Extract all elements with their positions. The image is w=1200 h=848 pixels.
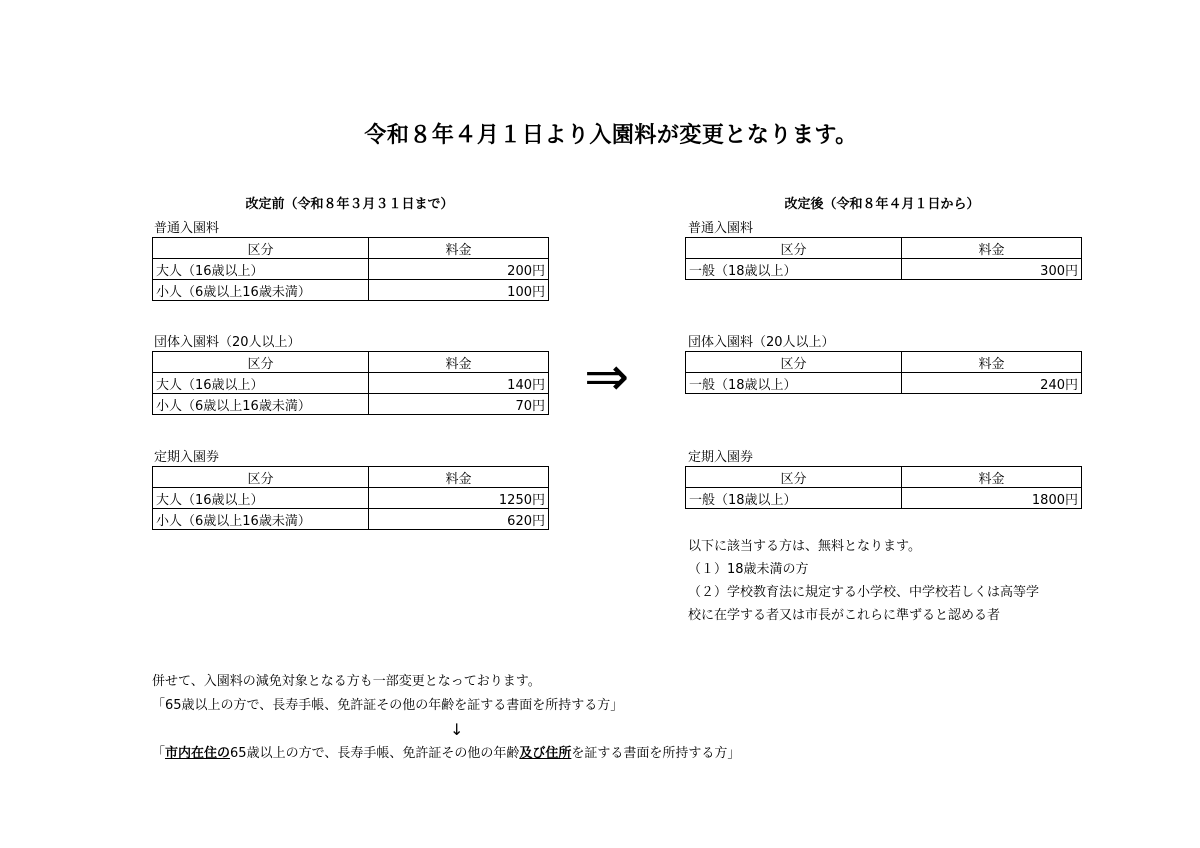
page-title: 令和８年４月１日より入園料が変更となります。	[364, 123, 858, 148]
after-group-fee-table	[685, 351, 1082, 394]
fee-header: 料金	[902, 238, 1082, 259]
exemption-new-condition	[152, 742, 1052, 766]
fee-cell: 70円	[369, 394, 549, 415]
table-row	[153, 280, 549, 301]
after-pass-fee-table	[685, 466, 1082, 509]
exemption-intro: 併せて、入園料の減免対象となる方も一部変更となっております。	[152, 674, 541, 689]
free-note-item-2-cont: 校に在学する者又は市長がこれらに準ずると認める者	[688, 608, 1001, 623]
fee-cell: 620円	[369, 509, 549, 530]
after-regular-label: 普通入園料	[688, 221, 754, 236]
exemption-section	[152, 670, 1052, 766]
category-header: 区分	[686, 238, 902, 259]
category-header: 区分	[686, 467, 902, 488]
fee-cell: 140円	[369, 373, 549, 394]
free-note-item-1: （１）18歳未満の方	[688, 562, 809, 577]
after-pass-label: 定期入園券	[688, 450, 754, 465]
down-arrow-icon: ↓	[450, 720, 464, 739]
table-header-row	[153, 238, 549, 259]
category-header: 区分	[153, 352, 369, 373]
before-group-fee-table	[152, 351, 549, 415]
fee-header: 料金	[902, 467, 1082, 488]
new-condition-highlight-residence: 市内在住の	[165, 746, 231, 761]
before-pass-fee-table	[152, 466, 549, 530]
before-regular-fee-table	[152, 237, 549, 301]
table-row	[686, 373, 1082, 394]
category-cell: 一般（18歳以上）	[686, 259, 902, 280]
new-condition-middle: 65歳以上の方で、長寿手帳、免許証その他の年齢	[230, 746, 520, 761]
new-condition-open-bracket: 「	[152, 746, 166, 761]
category-cell: 小人（6歳以上16歳未満）	[153, 394, 369, 415]
category-cell: 小人（6歳以上16歳未満）	[153, 509, 369, 530]
category-cell: 小人（6歳以上16歳未満）	[153, 280, 369, 301]
category-cell: 一般（18歳以上）	[686, 488, 902, 509]
after-regular-fee-table	[685, 237, 1082, 280]
free-note-item-2: （２）学校教育法に規定する小学校、中学校若しくは高等学	[688, 585, 1040, 600]
table-row	[686, 259, 1082, 280]
table-row	[153, 373, 549, 394]
fee-cell: 1250円	[369, 488, 549, 509]
fee-cell: 240円	[902, 373, 1082, 394]
fee-cell: 300円	[902, 259, 1082, 280]
fee-cell: 100円	[369, 280, 549, 301]
fee-cell: 200円	[369, 259, 549, 280]
table-header-row	[153, 352, 549, 373]
fee-header: 料金	[369, 467, 549, 488]
before-regular-label: 普通入園料	[154, 221, 220, 236]
free-note-intro: 以下に該当する方は、無料となります。	[688, 539, 921, 554]
change-arrow-icon: ⇒	[584, 345, 630, 408]
exemption-old-condition: 「65歳以上の方で、長寿手帳、免許証その他の年齢を証する書面を所持する方」	[152, 698, 624, 713]
table-row	[153, 509, 549, 530]
category-cell: 大人（16歳以上）	[153, 373, 369, 394]
before-group-label: 団体入園料（20人以上）	[154, 335, 301, 350]
category-cell: 一般（18歳以上）	[686, 373, 902, 394]
new-condition-highlight-address: 及び住所	[519, 746, 572, 761]
table-header-row	[686, 467, 1082, 488]
category-header: 区分	[153, 467, 369, 488]
category-header: 区分	[686, 352, 902, 373]
fee-header: 料金	[369, 352, 549, 373]
table-header-row	[153, 467, 549, 488]
table-row	[153, 488, 549, 509]
table-row	[153, 259, 549, 280]
table-header-row	[686, 352, 1082, 373]
after-heading: 改定後（令和８年４月１日から）	[784, 197, 980, 212]
fee-header: 料金	[902, 352, 1082, 373]
fee-cell: 1800円	[902, 488, 1082, 509]
free-admission-notes	[688, 535, 1088, 627]
category-header: 区分	[153, 238, 369, 259]
new-condition-end: を証する書面を所持する方」	[571, 746, 741, 761]
table-header-row	[686, 238, 1082, 259]
before-pass-label: 定期入園券	[154, 450, 220, 465]
after-group-label: 団体入園料（20人以上）	[688, 335, 835, 350]
category-cell: 大人（16歳以上）	[153, 488, 369, 509]
table-row	[153, 394, 549, 415]
category-cell: 大人（16歳以上）	[153, 259, 369, 280]
fee-header: 料金	[369, 238, 549, 259]
table-row	[686, 488, 1082, 509]
before-heading: 改定前（令和８年３月３１日まで）	[245, 197, 454, 212]
